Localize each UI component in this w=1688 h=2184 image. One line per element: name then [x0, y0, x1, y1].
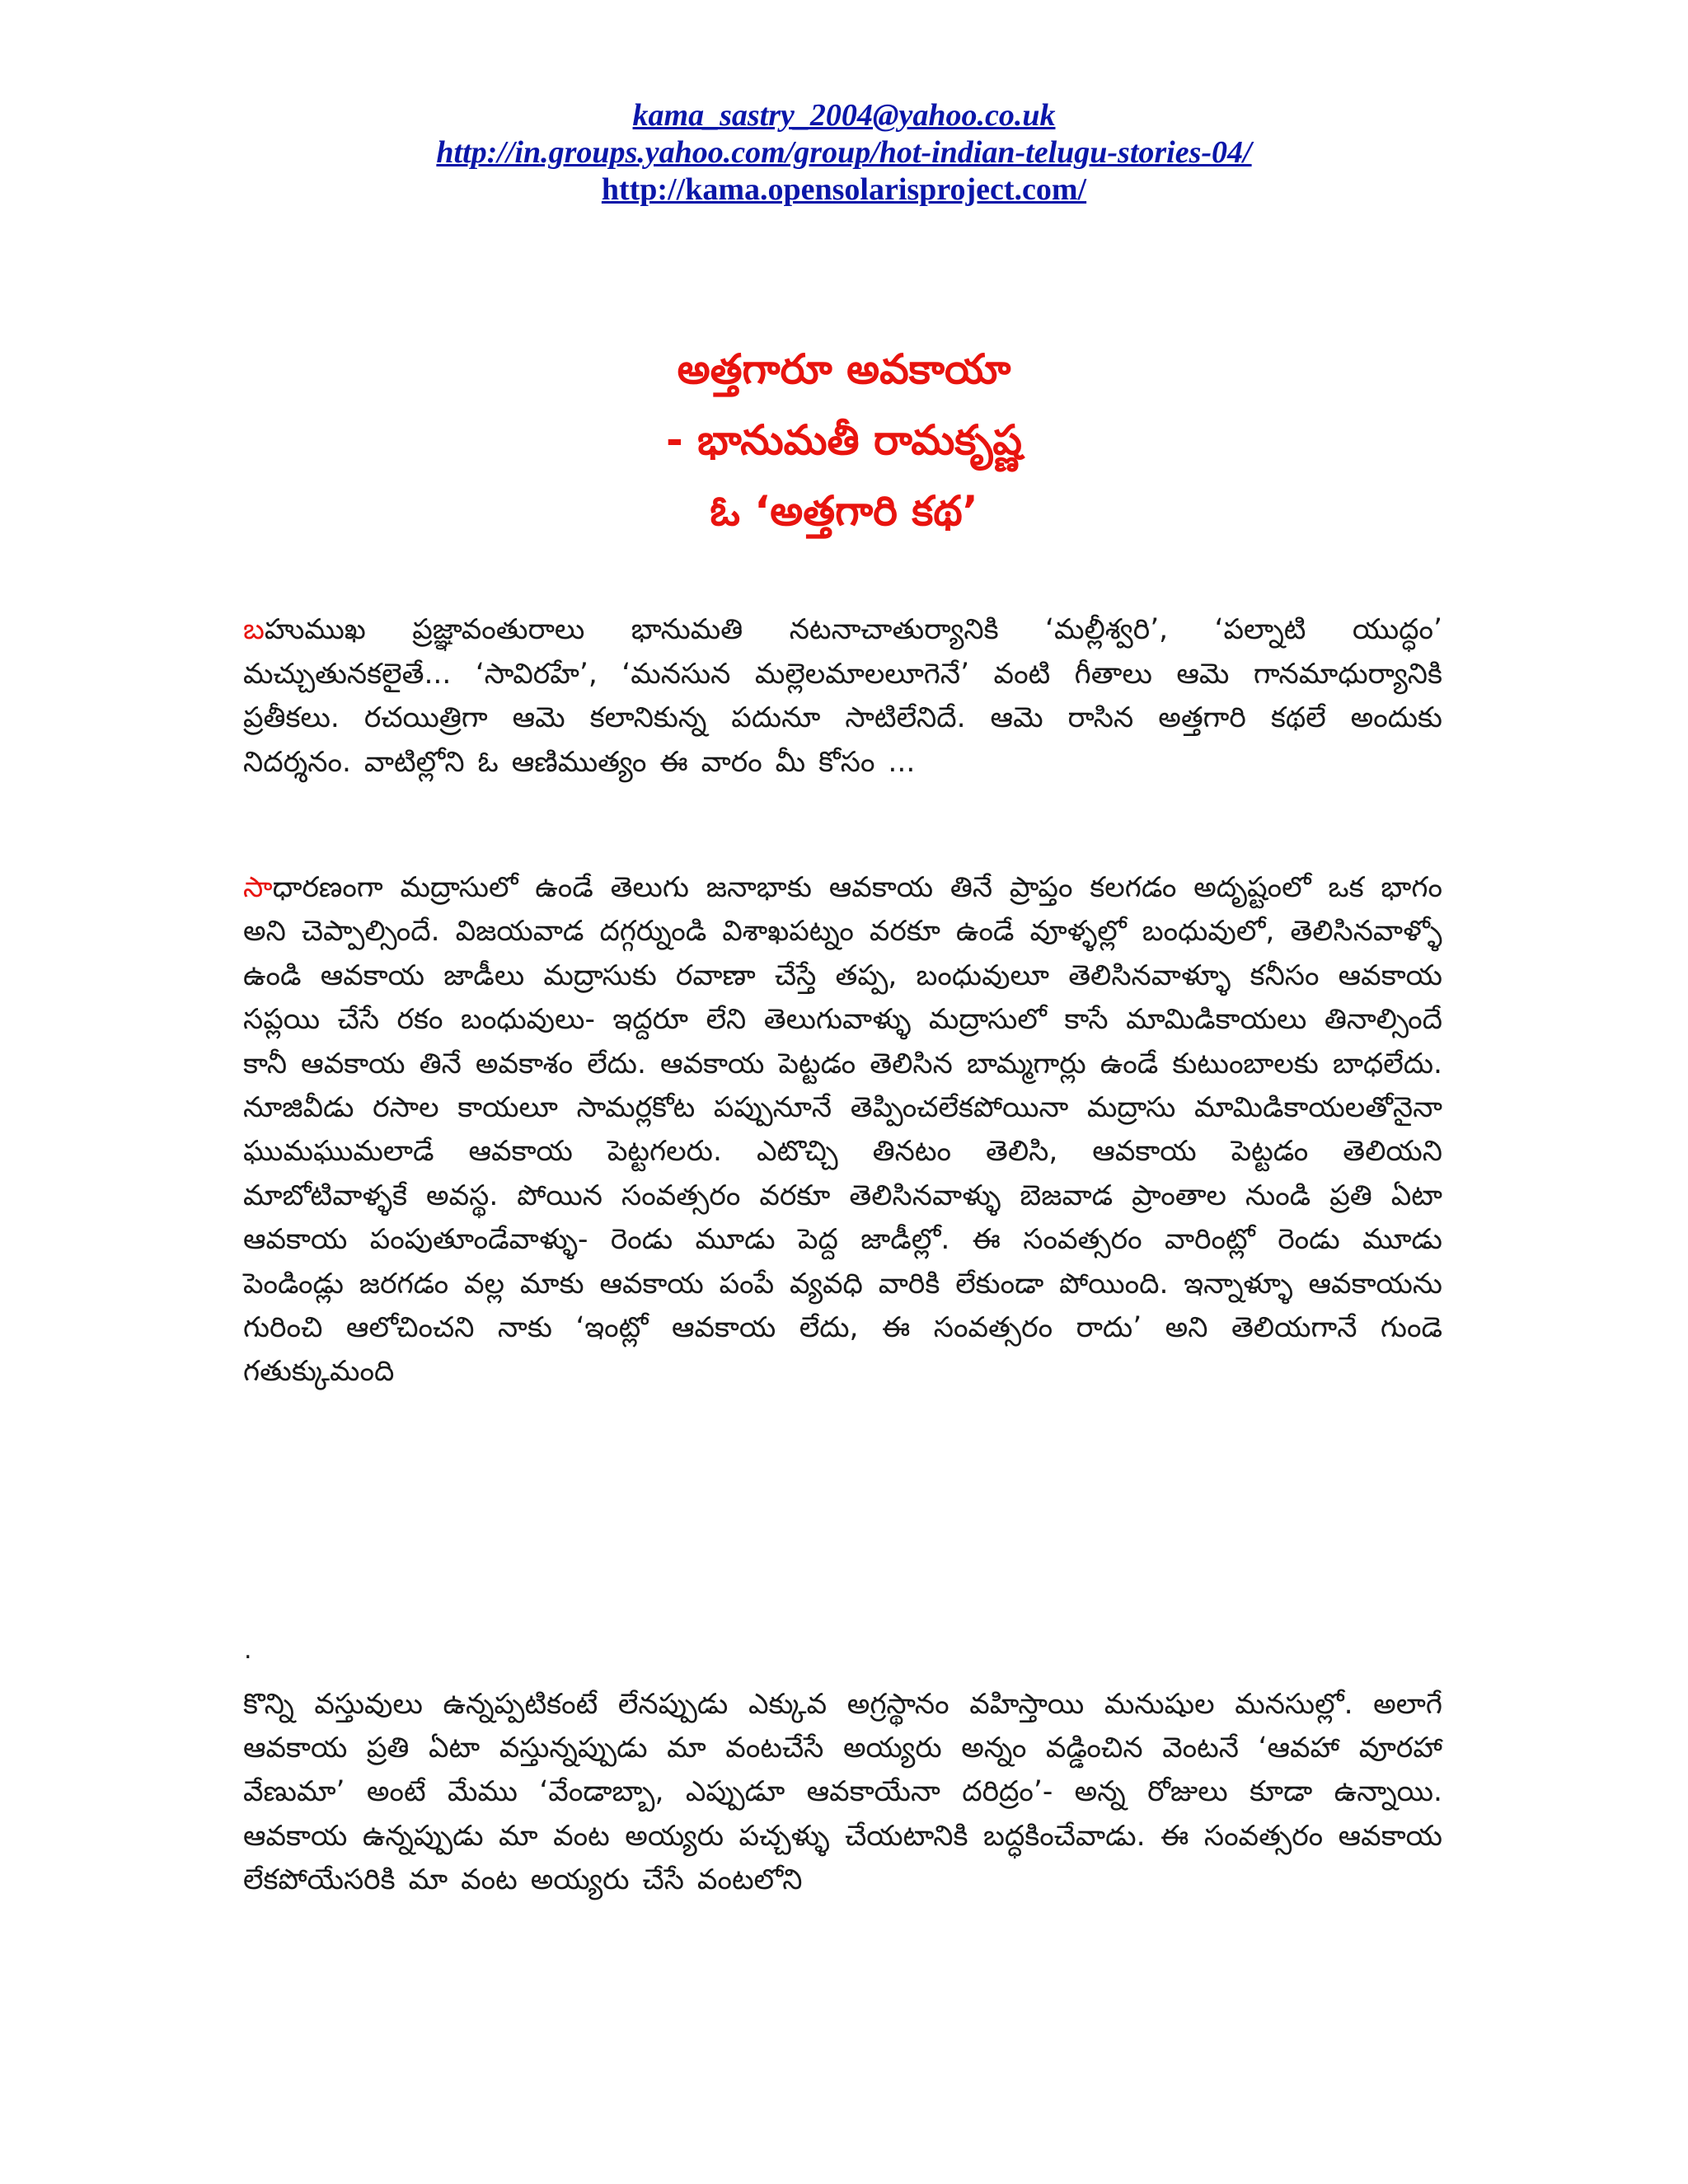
body-paragraph-2 — [243, 1683, 1442, 1902]
header-links — [0, 97, 1688, 209]
drop-letter: సా — [243, 871, 273, 904]
separator-dot: . — [244, 1636, 252, 1665]
story-author: - భానుమతీ రామకృష్ణ — [666, 416, 1022, 464]
story-title-block — [0, 334, 1688, 546]
email-link[interactable]: kama_sastry_2004@yahoo.co.uk — [632, 98, 1056, 133]
drop-letter: బ — [243, 613, 265, 646]
site-link[interactable]: http://kama.opensolarisproject.com/ — [601, 172, 1087, 207]
paragraph-text: హుముఖ ప్రజ్ఞావంతురాలు భానుమతి నటనాచాతుర్యానికి ‘మల్లీశ్వరి’, ‘పల్నాటి యుద్ధం’ మచ్చుతునకలైతే... ‘సావిరహే’, ‘మనసున మల్లెలమాలలూగెనే’ వంటి గీతాలు ఆమె గానమాధుర్యానికి ప్రతీకలు. రచయిత్రిగా ఆమె కలానికున్న పదునూ సాటిలేనిదే. ఆమె రాసిన అత్తగారి కథలే అందుకు నిదర్శనం. వాటిల్లోని ఓ ఆణిముత్యం ఈ వారం మీ కోసం ... — [243, 613, 1442, 779]
intro-paragraph — [243, 608, 1442, 785]
story-title: అత్తగారూ అవకాయా — [677, 345, 1011, 393]
group-link[interactable]: http://in.groups.yahoo.com/group/hot-indian-telugu-stories-04/ — [436, 135, 1252, 170]
paragraph-text: ధారణంగా మద్రాసులో ఉండే తెలుగు జనాభాకు ఆవకాయ తినే ప్రాప్తం కలగడం అదృష్టంలో ఒక భాగం అని చెప్పాల్సిందే. విజయవాడ దగ్గర్నుండి విశాఖపట్నం వరకూ ఉండే వూళ్ళల్లో బంధువులో, తెలిసినవాళ్ళో ఉండి ఆవకాయ జాడీలు మద్రాసుకు రవాణా చేస్తే తప్ప, బంధువులూ తెలిసినవాళ్ళూ కనీసం ఆవకాయ సప్లయి చేసే రకం బంధువులు- ఇద్దరూ లేని తెలుగువాళ్ళు మద్రాసులో కాసే మామిడికాయలు తినాల్సిందే కానీ ఆవకాయ తినే అవకాశం లేదు. ఆవకాయ పెట్టడం తెలిసిన బామ్మగార్లు ఉండే కుటుంబాలకు బాధలేదు. నూజివీడు రసాల కాయలూ సామర్లకోట పప్పునూనే తెప్పించలేకపోయినా మద్రాసు మామిడికాయలతోనైనా ఘుమఘుమలాడే ఆవకాయ పెట్టగలరు. ఎటొచ్చి తినటం తెలిసి, ఆవకాయ పెట్టడం తెలియని మాబోటివాళ్ళకే అవస్థ. పోయిన సంవత్సరం వరకూ తెలిసినవాళ్ళు బెజవాడ ప్రాంతాల నుండి ప్రతి ఏటా ఆవకాయ పంపుతూండేవాళ్ళు- రెండు మూడు పెద్ద జాడీల్లో. ఈ సంవత్సరం వారింట్లో రెండు మూడు పెండిండ్లు జరగడం వల్ల మాకు ఆవకాయ పంపే వ్యవధి వారికి లేకుండా పోయింది. ఇన్నాళ్ళూ ఆవకాయను గురించి ఆలోచించని నాకు ‘ఇంట్లో ఆవకాయ లేదు, ఈ సంవత్సరం రాదు’ అని తెలియగానే గుండె గతుక్కుమంది — [243, 871, 1442, 1389]
story-subtitle: ఓ ‘అత్తగారి కథ’ — [710, 487, 978, 535]
paragraph-text: కొన్ని వస్తువులు ఉన్నప్పటికంటే లేనప్పుడు ఎక్కువ అగ్రస్థానం వహిస్తాయి మనుషుల మనసుల్లో. అలాగే ఆవకాయ ప్రతి ఏటా వస్తున్నప్పుడు మా వంటచేసే అయ్యరు అన్నం వడ్డించిన వెంటనే ‘ఆవహా వూరహా వేణుమా’ అంటే మేము ‘వేండాబ్బా, ఎప్పుడూ ఆవకాయేనా దరిద్రం’- అన్న రోజులు కూడా ఉన్నాయి. ఆవకాయ ఉన్నప్పుడు మా వంట అయ్యరు పచ్చళ్ళు చేయటానికి బద్ధకించేవాడు. ఈ సంవత్సరం ఆవకాయ లేకపోయేసరికి మా వంట అయ్యరు చేసే వంటలోని — [243, 1688, 1442, 1896]
body-paragraph-1 — [243, 866, 1442, 1394]
